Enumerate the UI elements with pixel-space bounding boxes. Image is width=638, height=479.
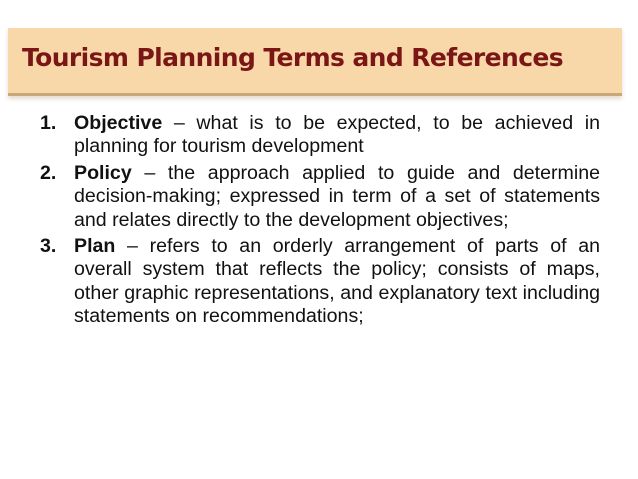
slide-title: Tourism Planning Terms and References: [22, 43, 564, 72]
term-objective: Objective: [74, 112, 163, 134]
term-plan: Plan: [74, 235, 116, 258]
item-number: 2.: [40, 161, 57, 184]
terms-list: [40, 112, 600, 332]
item-number: 1.: [40, 112, 57, 134]
definition-objective: – what is to be expected, to be achieved in planning for tourism development: [74, 112, 600, 158]
title-bar: [8, 28, 622, 96]
list-item: [40, 162, 600, 232]
definition-plan: – refers to an orderly arrangement of parts of an overall system that reflects the policy; consists of maps, other graphic representations, and explanatory text including statements on recommendations;: [74, 235, 600, 328]
list-item: [40, 112, 600, 159]
list-item: [40, 235, 600, 329]
definition-policy: – the approach applied to guide and determine decision-making; expressed in term of a set of statements and relates directly to the development objectives;: [74, 161, 600, 231]
item-number: 3.: [40, 235, 57, 258]
term-policy: Policy: [74, 161, 132, 184]
